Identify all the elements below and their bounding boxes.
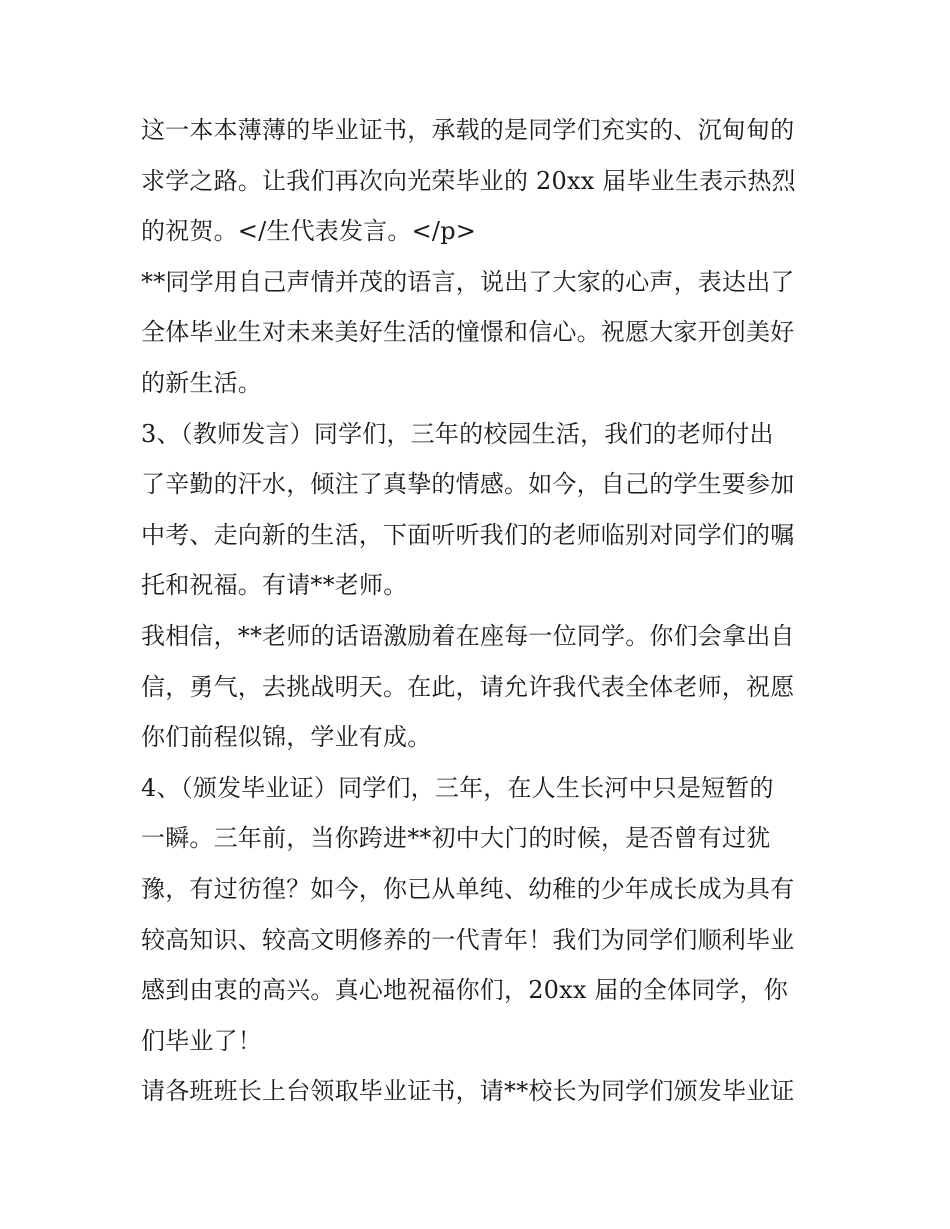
text-line: 请各班班长上台领取毕业证书，请**校长为同学们颁发毕业证 — [141, 1077, 795, 1106]
text-line: 你们前程似锦，学业有成。 — [141, 723, 432, 752]
paragraph-class-leaders — [141, 1066, 816, 1117]
text-line: 全体毕业生对未来美好生活的憧憬和信心。祝愿大家开创美好 — [141, 318, 795, 347]
paragraph-certificate-closing — [141, 105, 816, 257]
text-line: 们毕业了！ — [141, 1026, 262, 1055]
text-line: **同学用自己声情并茂的语言，说出了大家的心声，表达出了 — [141, 267, 795, 296]
text-line: 4、（颁发毕业证）同学们，三年，在人生长河中只是短暂的 — [141, 773, 774, 802]
text-line: 了辛勤的汗水，倾注了真挚的情感。如今，自己的学生要参加 — [141, 470, 795, 499]
text-line: 这一本本薄薄的毕业证书，承载的是同学们充实的、沉甸甸的 — [141, 116, 795, 144]
text-line: 信，勇气，去挑战明天。在此，请允许我代表全体老师，祝愿 — [141, 672, 795, 701]
paragraph-teacher-speech-summary — [141, 611, 816, 763]
document-body — [141, 105, 816, 1117]
text-line: 豫，有过彷徨？如今，你已从单纯、幼稚的少年成长成为具有 — [141, 874, 795, 903]
text-line: 我相信，**老师的话语激励着在座每一位同学。你们会拿出自 — [141, 621, 795, 650]
text-line: 一瞬。三年前，当你跨进**初中大门的时候，是否曾有过犹 — [141, 824, 771, 853]
text-line: 的祝贺。</生代表发言。</p> — [141, 217, 477, 246]
text-line: 感到由衷的高兴。真心地祝福你们，20xx 届的全体同学，你 — [141, 976, 789, 1005]
paragraph-student-speech-summary — [141, 257, 816, 409]
paragraph-diploma-award — [141, 763, 816, 1067]
text-line: 托和祝福。有请**老师。 — [141, 571, 408, 600]
text-line: 的新生活。 — [141, 368, 262, 397]
paragraph-teacher-speech-intro — [141, 409, 816, 611]
text-line: 3、（教师发言）同学们，三年的校园生活，我们的老师付出 — [141, 419, 774, 448]
text-line: 较高知识、较高文明修养的一代青年！我们为同学们顺利毕业 — [141, 925, 795, 954]
text-line: 求学之路。让我们再次向光荣毕业的 20xx 届毕业生表示热烈 — [141, 166, 796, 195]
text-line: 中考、走向新的生活，下面听听我们的老师临别对同学们的嘱 — [141, 520, 795, 549]
